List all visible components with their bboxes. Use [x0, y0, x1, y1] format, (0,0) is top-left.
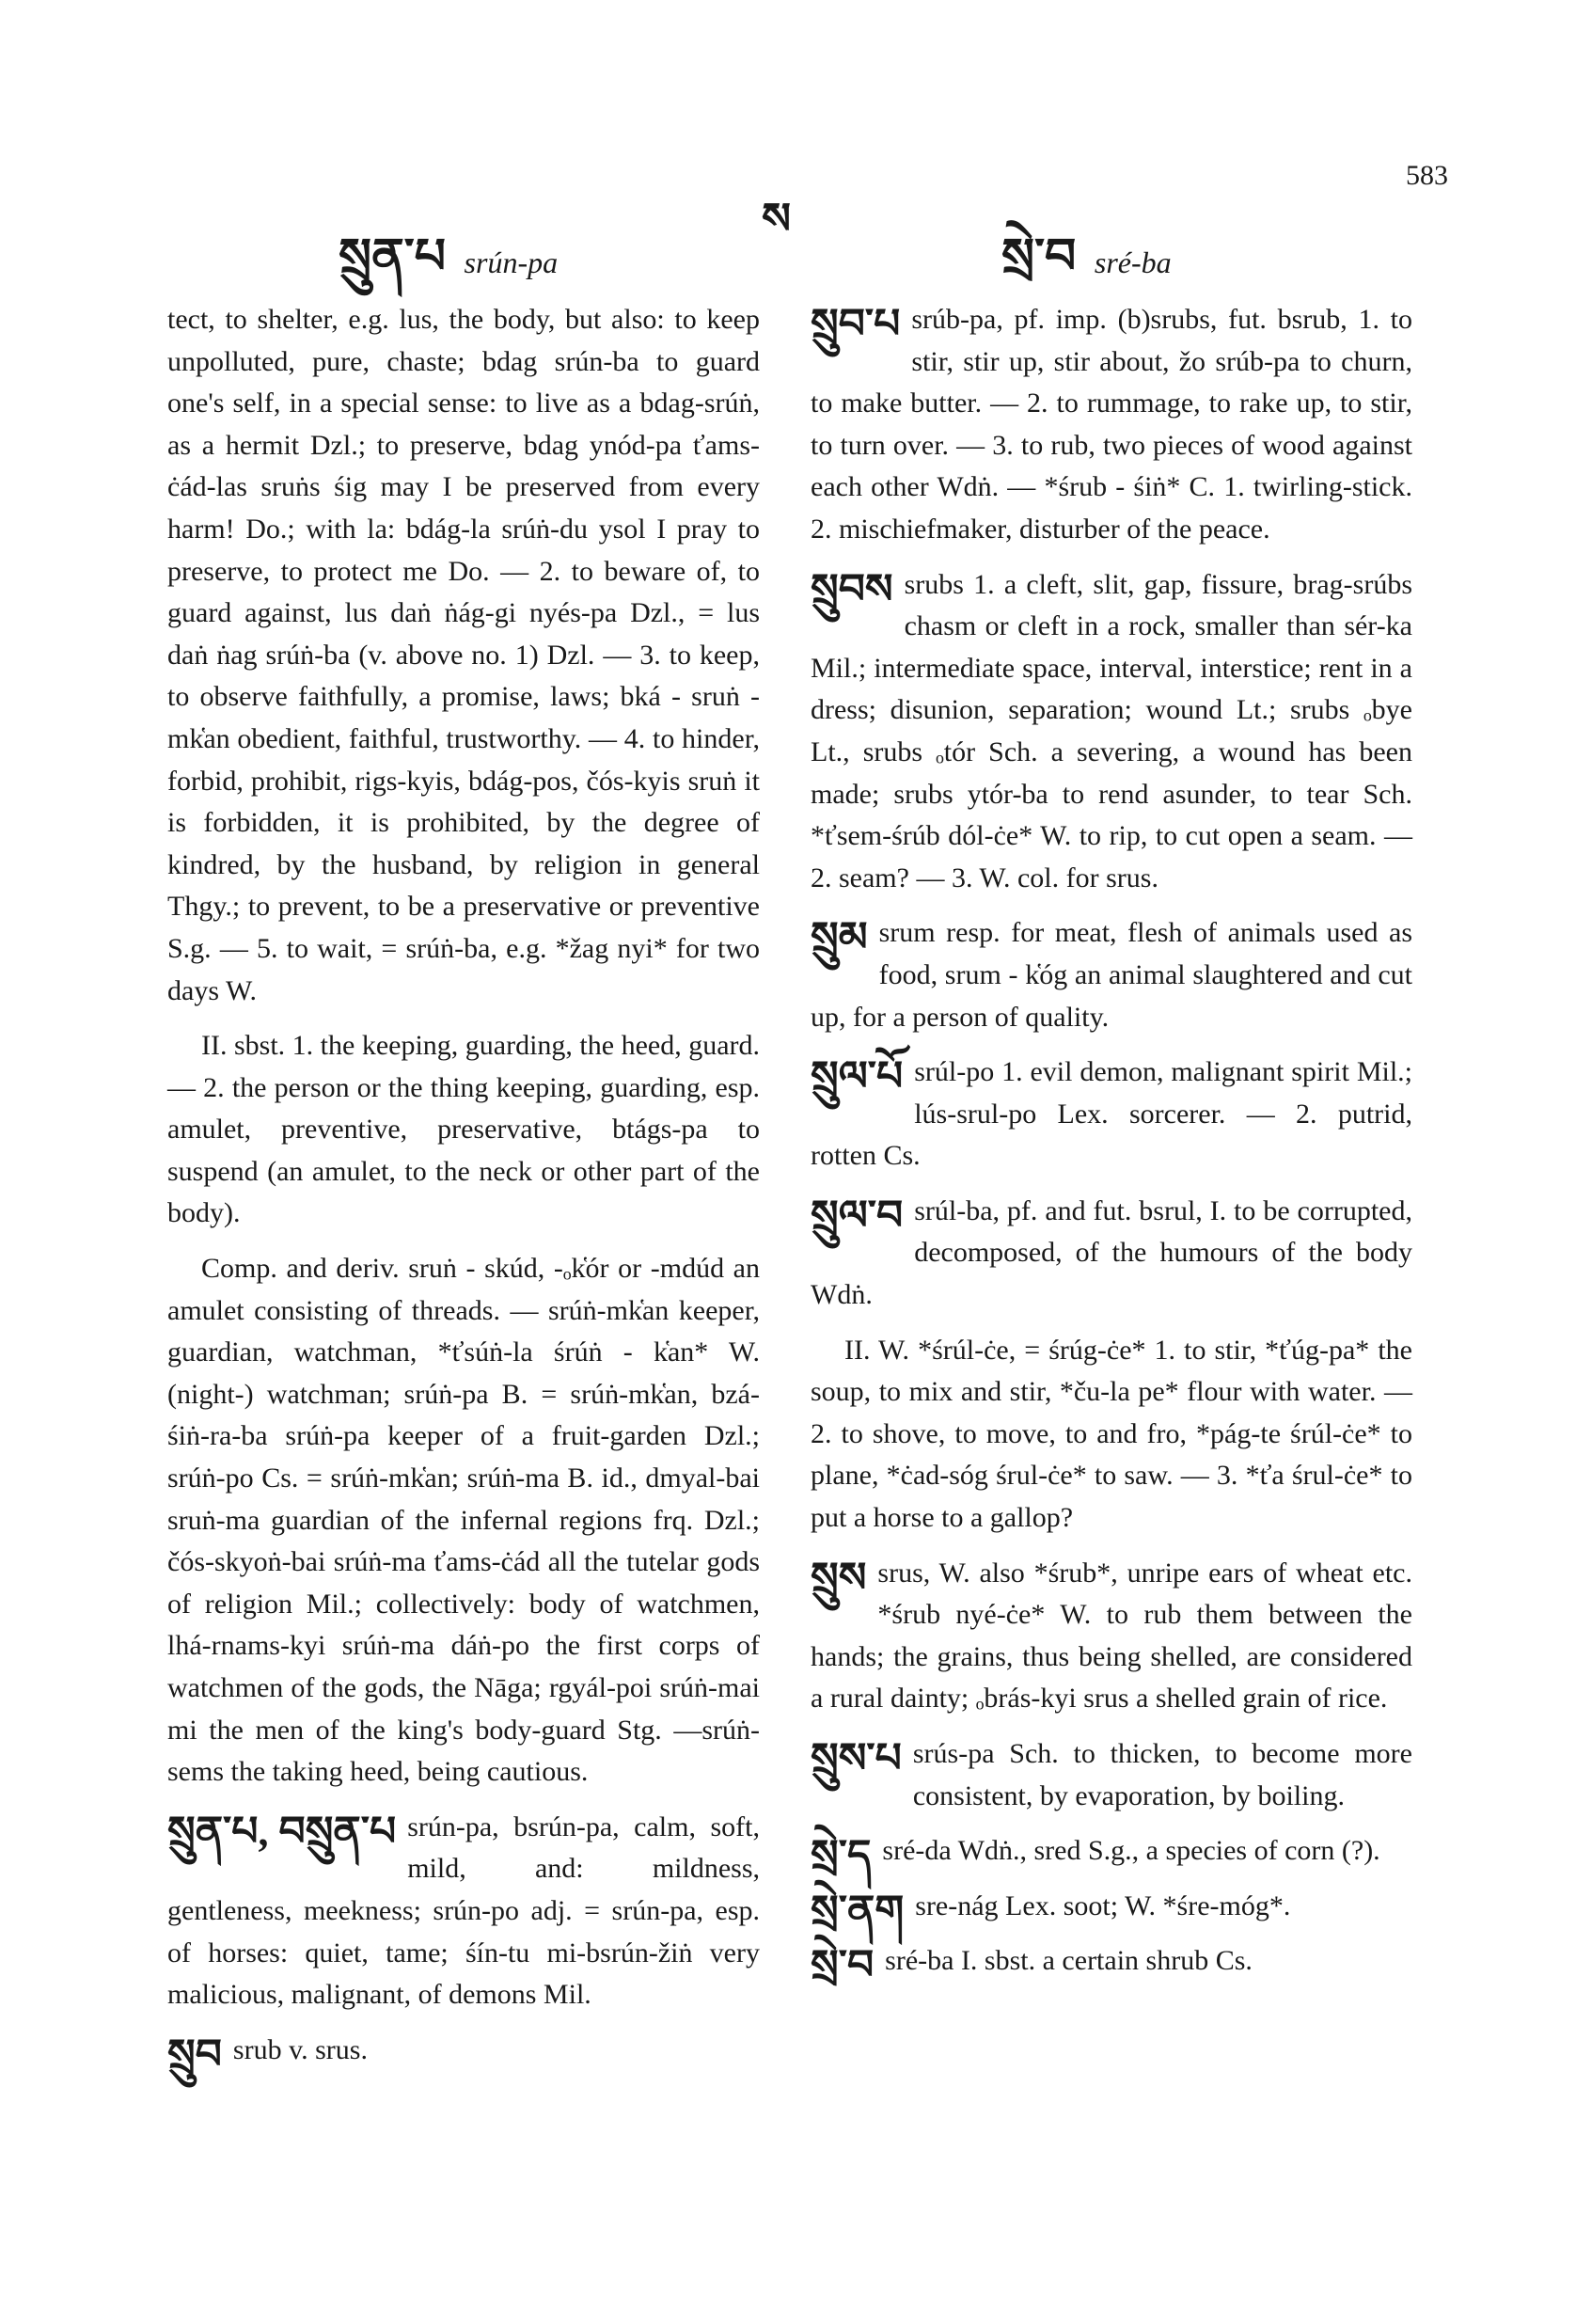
dictionary-entry: [811, 564, 1412, 900]
running-head-right-roman: sré-ba: [1094, 245, 1172, 279]
entry-text: II. sbst. 1. the keeping, guarding, the heed, guard. — 2. the person or the thing keeping, guarding, esp. amulet, preventive, preservative, btágs-pa to suspend (an amulet, to the neck or other part of the body).: [167, 1030, 761, 1229]
entry-headword: སྲེ་ད: [811, 1832, 872, 1879]
entry-headword: སྲེ་ནག: [811, 1887, 905, 1934]
entry-text: Comp. and deriv. sruṅ - skúd, -ₒk̔ór or -mdúd an amulet consisting of threads. — srúṅ-mk̔an keeper, guardian, watchman, *ťsúṅ-la śrúṅ - k̔an* W. (night-) watchman; srúṅ-pa B. = srúṅ-mk̔an, bzá-śiṅ-ra-ba srúṅ-pa keeper of a fruit-garden Dzl.; srúṅ-po Cs. = srúṅ-mk̔an; srúṅ-ma B. id., dmyal-bai sruṅ-ma guardian of the infernal regions frq. Dzl.; čós-skyoṅ-bai srúṅ-ma ťams-ċád all the tutelar gods of religion Mil.; collectively: body of watchmen, lhá-rnams-kyi srúṅ-ma dáṅ-po the first corps of watchmen of the gods, the Nāga; rgyál-poi srúṅ-mai mi the men of the king's body-guard Stg. —srúṅ-sems the taking heed, being cautious.: [167, 1253, 760, 1788]
entry-text: srún-pa, bsrún-pa, calm, soft, mild, and: mildness, gentleness, meekness; srún-po adj. = srún-pa, esp. of horses: quiet, tame; śín-tu mi-bsrún-žiṅ very malicious, malignant, of demons Mil.: [167, 1810, 760, 2011]
left-column: [167, 299, 760, 2084]
entry-headword: སྲུས་པ: [811, 1735, 902, 1781]
running-head-right-tibetan: སྲེ་བ: [1001, 230, 1077, 284]
dictionary-entry: [811, 1940, 1412, 1989]
entry-text: srub v. srus.: [232, 2033, 368, 2065]
entry-text: srubs 1. a cleft, slit, gap, fissure, brag-srúbs chasm or cleft in a rock, smaller than sér-ka Mil.; intermediate space, interval, interstice; rent in a dress; disunion, separation; wound Lt.; srubs ₒbye Lt., srubs ₒtór Sch. a severing, a wound has been made; srubs ytór-ba to rend asunder, to tear Sch. *ťsem-śrúb dól-ċe* W. to rip, to cut open a seam. — 2. seam? — 3. W. col. for srus.: [811, 568, 1412, 893]
dictionary-entry: [811, 1330, 1412, 1540]
center-letter: ས: [762, 195, 792, 243]
entry-headword: སྲུས: [811, 1554, 867, 1601]
entry-headword: སྲུམ: [811, 914, 868, 961]
entry-text: srúl-po 1. evil demon, malignant spirit Mil.; lús-srul-po Lex. sorcerer. — 2. putrid, rotten Cs.: [811, 1056, 1412, 1172]
entry-headword: སྲུབ: [167, 2031, 222, 2078]
dictionary-entry: [811, 912, 1412, 1038]
entry-headword: སྲུལ་པོ: [811, 1053, 904, 1100]
entry-text: srúl-ba, pf. and fut. bsrul, I. to be corrupted, decomposed, of the humours of the body Wdṅ.: [811, 1194, 1412, 1311]
entry-text: II. W. *śrúl-ċe, = śrúg-ċe* 1. to stir, *ťúg-pa* the soup, to mix and stir, *ču-la pe* flour with water. — 2. to shove, to move, to and fro, *pág-te śrúl-ċe* to plane, *ċad-sóg śrul-ċe* to saw. — 3. *ťa śrul-ċe* to put a horse to a gallop?: [811, 1334, 1412, 1534]
entry-headword: སྲུལ་བ: [811, 1192, 904, 1239]
dictionary-entry: [167, 2030, 760, 2078]
entry-text: srúb-pa, pf. imp. (b)srubs, fut. bsrub, 1. to stir, stir up, stir about, žo srúb-pa to churn, to make butter. — 2. to rummage, to rake up, to stir, to turn over. — 3. to rub, two pieces of wood against each other Wdṅ. — *śrub - śiṅ* C. 1. twirling-stick. 2. mischiefmaker, disturber of the peace.: [811, 304, 1412, 545]
entry-text: srus, W. also *śrub*, unripe ears of wheat etc. *śrub nyé-ċe* W. to rub them between the hands; the grains, thus being shelled, are considered a rural dainty; ₒbrás-kyi srus a shelled grain of rice.: [811, 1557, 1412, 1715]
entry-text: sré-da Wdṅ., sred S.g., a species of corn (?).: [882, 1835, 1380, 1867]
entry-text: tect, to shelter, e.g. lus, the body, but also: to keep unpolluted, pure, chaste; bdag srún-ba to guard one's self, in a special sense: to live as a bdag-srúṅ, as a hermit Dzl.; to preserve, bdag ynód-pa ťams-ċád-las sruṅs śig may I be preserved from every harm! Do.; with la: bdág-la srúṅ-du ysol I pray to preserve, to protect me Do. — 2. to beware of, to guard against, lus daṅ ṅág-gi nyés-pa Dzl., = lus daṅ ṅag srúṅ-ba (v. above no. 1) Dzl. — 3. to keep, to observe faithfully, a promise, laws; bká - sruṅ - mk̔an obedient, faithful, trustworthy. — 4. to hinder, forbid, prohibit, rigs-kyis, bdág-pos, čós-kyis sruṅ it is forbidden, it is prohibited, by the degree of kindred, by the husband, by religion in general Thgy.; to prevent, to be a preservative or preventive S.g. — 5. to wait, = srúṅ-ba, e.g. *žag nyi* for two days W.: [167, 304, 760, 1006]
entry-headword: སྲེ་བ: [811, 1942, 875, 1989]
entry-text: srús-pa Sch. to thicken, to become more consistent, by evaporation, by boiling.: [912, 1738, 1412, 1811]
running-head-left-tibetan: སྲུན་པ: [339, 230, 447, 284]
running-head-left-roman: srún-pa: [464, 245, 559, 279]
entry-text: sre-nág Lex. soot; W. *śre-móg*.: [915, 1889, 1291, 1921]
dictionary-entry: [811, 1830, 1412, 1879]
dictionary-entry: [811, 1733, 1412, 1817]
entry-headword: སྲུབས: [811, 565, 893, 612]
dictionary-entry: [811, 1886, 1412, 1934]
right-column: [811, 299, 1412, 1996]
dictionary-entry: [167, 1025, 760, 1235]
dictionary-entry: [811, 1051, 1412, 1178]
dictionary-entry: [811, 299, 1412, 551]
entry-text: srum resp. for meat, flesh of animals used as food, srum - k̔óg an animal slaughtered and cut up, for a person of quality.: [811, 917, 1412, 1033]
entry-text: sré-ba I. sbst. a certain shrub Cs.: [885, 1945, 1253, 1977]
dictionary-entry: [811, 1553, 1412, 1720]
dictionary-entry: [167, 1807, 760, 2016]
dictionary-entry: [167, 1248, 760, 1794]
entry-headword: སྲུབ་པ: [811, 301, 901, 347]
page-number: 583: [1406, 160, 1448, 191]
entry-headword: སྲུན་པ, བསྲུན་པ: [167, 1808, 397, 1855]
dictionary-entry: [811, 1191, 1412, 1317]
dictionary-entry: [167, 299, 760, 1012]
